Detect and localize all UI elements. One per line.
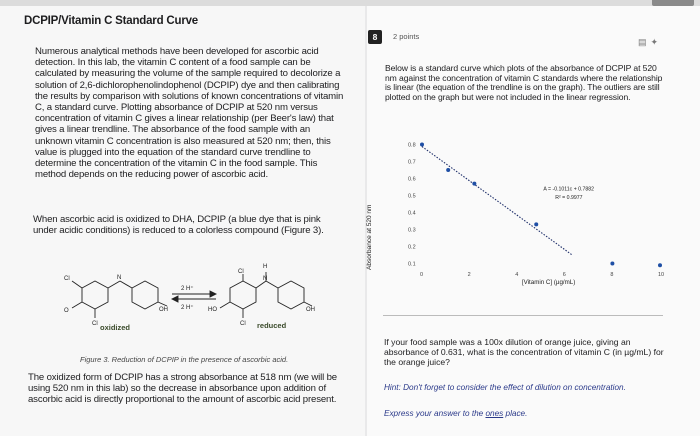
y-tick-label: 0.4 [408,210,416,217]
atom-cl: Cl [238,269,244,275]
y-tick-label: 0.7 [408,159,416,166]
x-tick-label: 0 [420,272,424,278]
data-point [446,168,450,172]
oxidized-label: oxidized [100,323,131,332]
y-tick-label: 0.5 [408,193,416,200]
points-label: 2 points [393,32,420,41]
dcpip-reaction-figure [50,258,340,338]
x-tick-label: 6 [562,272,566,278]
data-point [420,143,424,147]
trendline-equation: A = -0.1011c + 0.7882 [543,186,595,193]
x-tick-label: 2 [467,272,471,278]
x-axis-label: [Vitamin C] (µg/mL) [521,279,576,286]
x-tick-label: 4 [515,272,519,278]
divider [383,315,663,316]
arrow-top-label: 2 H⁺ [181,286,194,292]
data-point [534,222,538,226]
atom-oh: OH [159,307,168,313]
standard-curve-chart [360,130,670,305]
figure-caption: Figure 3. Reduction of DCPIP in the presence of ascorbic acid. [80,355,289,364]
y-axis-label: Absorbance at 520 nm [366,204,373,270]
trendline [422,147,572,255]
quinone-ring [82,281,108,309]
r-squared-label: R² = 0.9977 [555,194,583,201]
x-tick-label: 10 [658,272,665,278]
data-point [472,182,476,186]
y-tick-label: 0.8 [408,142,416,149]
atom-ho: HO [208,307,217,313]
atom-h: H [263,264,268,270]
phenol-ring [132,281,158,309]
oxidation-paragraph: When ascorbic acid is oxidized to DHA, DCPIP (a blue dye that is pink under acidic conditions) is reduced to a colorless compound (Figure 3). [33,214,324,237]
atom-cl: Cl [92,321,98,327]
hint-text: Hint: Don't forget to consider the effect of dilution on concentration. [384,383,626,392]
express-instruction: Express your answer to the ones place. [384,409,528,418]
phenol-ring-2 [278,281,304,309]
y-tick-label: 0.3 [408,227,416,234]
data-point [658,263,662,267]
atom-cl: Cl [240,321,246,327]
question-text: Below is a standard curve which plots of the absorbance of DCPIP at 520 nm against the concentration of vitamin C standards where the relationship is linear (the equation of the trendline is on the graph). The outliers are still plotted on the graph but were not included in the linear regression. [385,63,663,102]
data-point [610,262,614,266]
arrow-bottom-label: 2 H⁺ [181,305,194,311]
y-tick-label: 0.2 [408,244,416,251]
atom-o: O [64,308,69,314]
atom-cl: Cl [64,276,70,282]
hydroquinone-ring [230,281,256,309]
question-tools [634,37,658,48]
atom-n: N [117,275,122,281]
intro-paragraph: Numerous analytical methods have been developed for ascorbic acid detection. In this lab, the vitamin C content of a food sample can be calculated by measuring the volume of the sample required to decolorize a solution of 2,6-dichlorophenolindophenol (DCPIP) dye and then calibrating the results by comparison with solutions of known concentrations of vitamin C, a standard curve. Plotting absorbance of DCPIP at 520 nm versus concentration of vitamin C gives a linear relationship (per Beer's law) that gives a linear trendline. The absorbance of the food sample with an unknown vitamin C concentration is also measured at 520 nm; then, this value is plugged into the equation of the standard curve trendline to determine the concentration of the vitamin C in the food sample. This method depends on the reducing power of ascorbic acid. [35,46,344,181]
x-tick-label: 8 [610,272,614,278]
pin-icon[interactable]: ✦ [650,37,659,47]
question-number: 8 [368,30,382,44]
y-tick-label: 0.6 [408,176,416,183]
reading-panel [0,6,365,436]
question-prompt: If your food sample was a 100x dilution of orange juice, giving an absorbance of 0.631, what is the concentration of vitamin C (in µg/mL) for the orange juice? [384,337,664,367]
page-title: DCPIP/Vitamin C Standard Curve [24,15,198,27]
atom-n: N [263,276,268,282]
ones-link[interactable]: ones [485,409,504,418]
reduced-label: reduced [257,321,287,330]
bookmark-icon[interactable]: ▤ [638,37,647,47]
atom-oh: OH [306,307,315,313]
absorbance-paragraph: The oxidized form of DCPIP has a strong absorbance at 518 nm (we will be using 520 nm in this lab) so the decrease in absorbance upon addition of ascorbic acid is directly proportional to the amount of ascorbic acid present. [28,372,337,406]
y-tick-label: 0.1 [408,261,416,268]
